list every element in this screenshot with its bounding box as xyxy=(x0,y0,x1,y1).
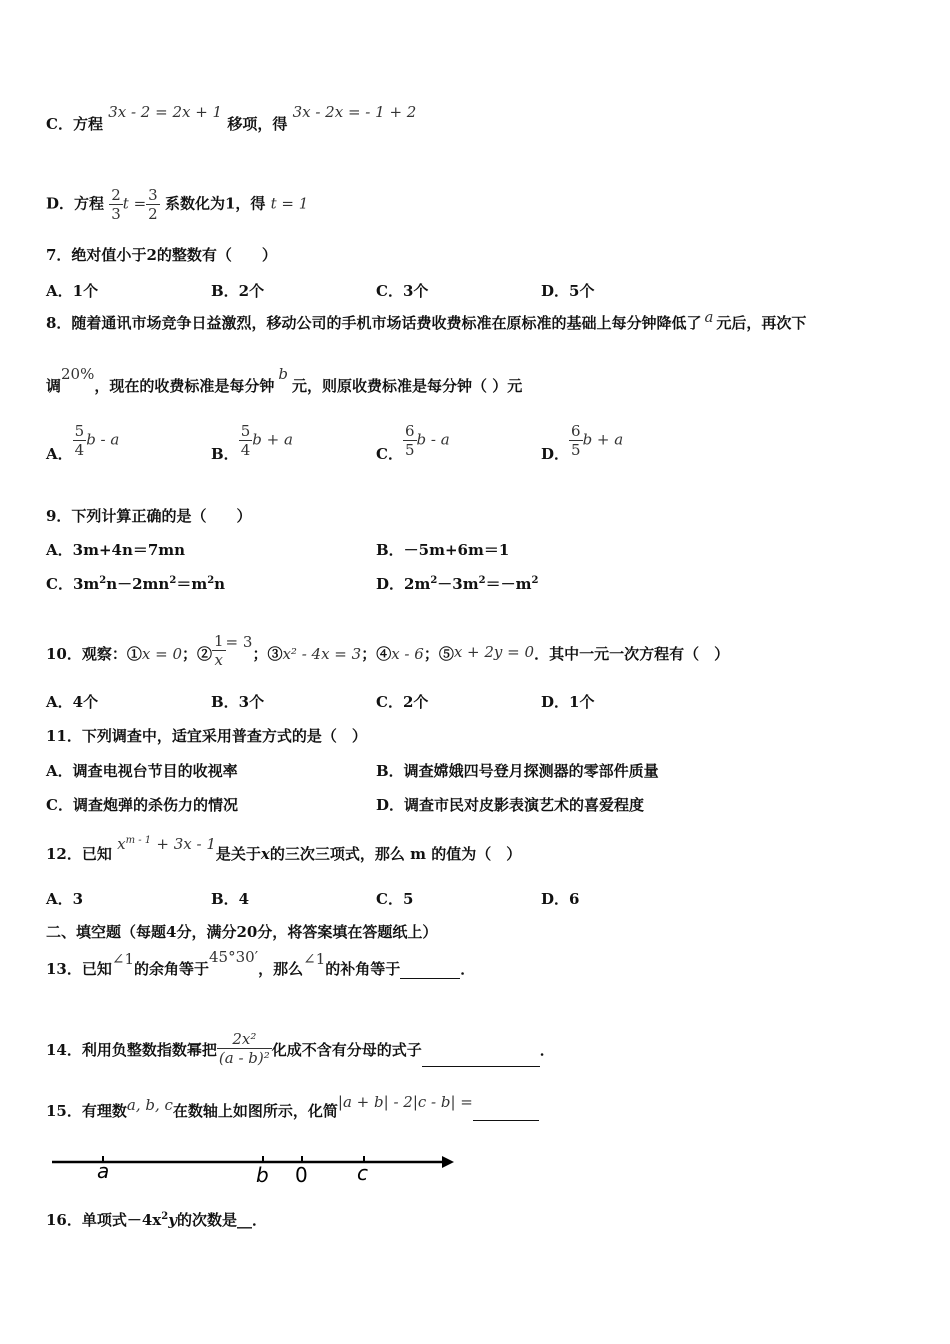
q15-answer-blank[interactable] xyxy=(473,1120,539,1121)
q16-answer-blank[interactable]: __ xyxy=(236,1211,252,1229)
q10-eq5: x + 2y = 0 xyxy=(453,643,535,661)
q8-percent: 20% xyxy=(61,365,95,383)
q11-option-c: C．调查炮弹的杀伤力的情况 xyxy=(46,796,238,814)
q6-option-c xyxy=(46,103,417,134)
q6-d-text: 系数化为1，得 xyxy=(164,194,266,213)
q10-option-c: C．2个 xyxy=(376,693,429,711)
label-b: b xyxy=(256,1163,269,1187)
q6-c-equation: 3x - 2 = 2x + 1 xyxy=(108,103,223,121)
q9-option-b: B．－5m+6m＝1 xyxy=(376,541,510,559)
q8-option-a: A． $\frac{5}{4}$ b - a xyxy=(46,422,120,463)
q8-var-b: b xyxy=(278,365,288,383)
q10-option-d: D．1个 xyxy=(541,693,595,711)
q10-option-a: A．4个 xyxy=(46,693,99,711)
q13-answer-blank[interactable] xyxy=(400,978,460,979)
q11-option-d: D．调查市民对皮影表演艺术的喜爱程度 xyxy=(376,796,645,814)
q10-stem: 10．观察：①x = 0；② $\frac{1}{x}$ = 3；③x² - 4x = 3；④x - 6；⑤x + 2y = 0．其中一元一次方程有（ ） xyxy=(46,632,730,669)
q6-d-result: t = 1 xyxy=(270,194,309,213)
q10-eq3: x² - 4x = 3 xyxy=(282,645,362,663)
q15-stem: 15．有理数a, b, c在数轴上如图所示，化简|a + b| - 2|c - b| = xyxy=(46,1101,539,1121)
q7-option-c: C．3个 xyxy=(376,282,429,300)
section-2-title: 二、填空题（每题4分，满分20分，将答案填在答题纸上） xyxy=(46,923,438,941)
q8-stem-line1: 8．随着通讯市场竞争日益激烈，移动公司的手机市场话费收费标准在原标准的基础上每分钟降低了 a 元后，再次下 xyxy=(46,308,807,332)
q8-option-c: C． $\frac{6}{5}$ b - a xyxy=(376,422,450,463)
q13-degree: 45°30′ xyxy=(209,948,259,966)
q10-option-b: B．3个 xyxy=(211,693,265,711)
q7-option-b: B．2个 xyxy=(211,282,265,300)
label-c: c xyxy=(357,1161,368,1185)
q12-stem: 12．已知 $x^{m - 1} + 3x - 1$是关于x的三次三项式，那么 m 的值为（ ） xyxy=(46,835,522,863)
q11-option-a: A．调查电视台节目的收视率 xyxy=(46,762,238,780)
q6-d-prefix: D．方程 xyxy=(46,194,105,213)
q15-expression: |a + b| - 2|c - b| = xyxy=(337,1093,473,1111)
q12-expression: $x^{m - 1} + 3x - 1$ xyxy=(117,835,216,853)
q13-stem: 13．已知∠1的余角等于45°30′，那么∠1的补角等于 ． xyxy=(46,948,476,978)
q14-answer-blank[interactable] xyxy=(422,1066,540,1067)
q8-var-a: a xyxy=(704,308,714,326)
q15-vars: a, b, c xyxy=(126,1096,173,1114)
q10-eq1: x = 0 xyxy=(141,645,182,663)
q10-eq2-fraction: $\frac{1}{x}$ xyxy=(214,632,224,669)
q9-option-d: D．$2m^2-3m^2=-m^2$ xyxy=(376,575,539,593)
q9-stem: 9．下列计算正确的是（ ） xyxy=(46,507,252,525)
q6-d-fraction-2: $\frac{3}{2}$ xyxy=(148,186,158,223)
q6-c-prefix: C．方程 xyxy=(46,115,103,133)
number-line-arrow xyxy=(442,1156,454,1168)
q13-angle-2: ∠1 xyxy=(303,950,326,968)
q7-option-d: D．5个 xyxy=(541,282,595,300)
q15-number-line xyxy=(46,1148,466,1192)
q6-c-text: 移项，得 xyxy=(227,115,288,133)
q8-stem-line2: 调20%，现在的收费标准是每分钟b元，则原收费标准是每分钟（ ）元 xyxy=(46,365,523,395)
q6-d-fraction-1: $\frac{2}{3}$ xyxy=(111,186,121,223)
q7-stem: 7．绝对值小于2的整数有（ ） xyxy=(46,246,277,264)
q13-angle-1: ∠1 xyxy=(111,950,134,968)
q6-c-result: 3x - 2x = - 1 + 2 xyxy=(292,103,417,121)
q12-option-c: C．5 xyxy=(376,890,414,908)
q8-option-b: B． $\frac{5}{4}$ b + a xyxy=(211,422,293,463)
q16-stem: 16．单项式$-4x^2y$的次数是__． xyxy=(46,1211,267,1229)
q12-option-b: B．4 xyxy=(211,890,250,908)
q10-eq4: x - 6 xyxy=(391,645,424,663)
q6-option-d xyxy=(46,186,308,223)
q6-d-var: t = xyxy=(122,194,147,213)
q8-option-d: D． $\frac{6}{5}$ b + a xyxy=(541,422,624,463)
q14-stem: 14．利用负整数指数幂把 $\frac{\text{2x²}}{\text{(a - b)²}}$ 化成不含有分母的式子 ． xyxy=(46,1030,555,1067)
q7-option-a: A．1个 xyxy=(46,282,99,300)
q11-stem: 11．下列调查中，适宜采用普查方式的是（ ） xyxy=(46,727,367,745)
q11-option-b: B．调查嫦娥四号登月探测器的零部件质量 xyxy=(376,762,659,780)
label-a: a xyxy=(97,1159,110,1183)
q14-fraction: $\frac{\text{2x²}}{\text{(a - b)²}}$ xyxy=(218,1030,270,1067)
q12-option-d: D．6 xyxy=(541,890,580,908)
label-0: 0 xyxy=(295,1163,308,1187)
q12-option-a: A．3 xyxy=(46,890,84,908)
q9-option-c: C．$3m^2n-2mn^2=m^2n$ xyxy=(46,575,226,593)
q9-option-a: A．3m+4n＝7mn xyxy=(46,541,186,559)
